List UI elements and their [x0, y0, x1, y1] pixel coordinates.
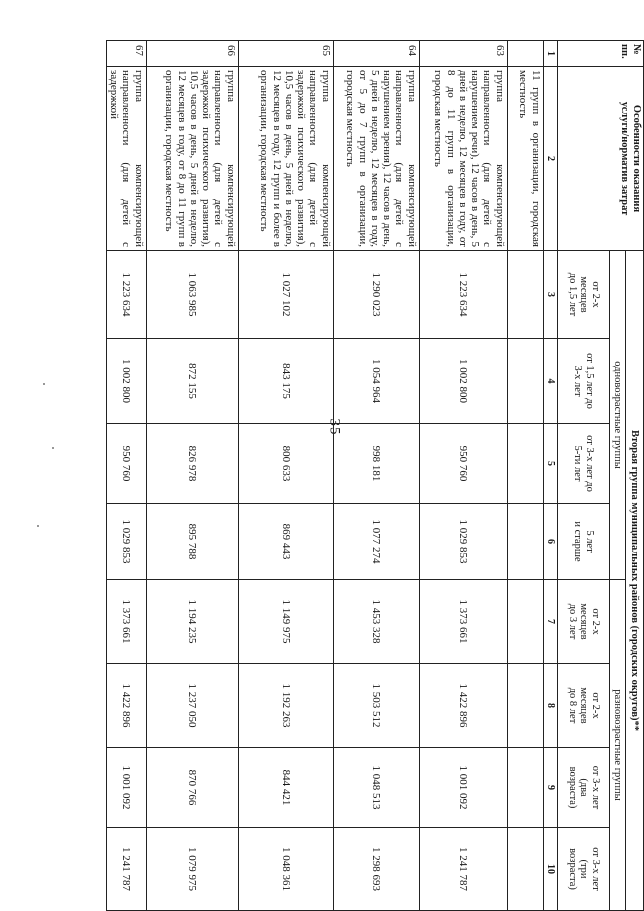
- row-value: 826 978: [146, 424, 238, 504]
- row-value: 1 149 975: [238, 580, 333, 664]
- row-number: 64: [333, 41, 419, 67]
- column-number: 10: [543, 828, 557, 911]
- scan-speck: [37, 525, 39, 527]
- column-number: 6: [543, 504, 557, 580]
- row-description: группа компенсирующей направленности (для детей с задержкой психического развития), 10,5 часов в день, 5 дней в неделю, 12 месяцев в году, от 8 до 11 групп в организации, городская местность: [146, 67, 238, 251]
- row-value: [507, 828, 543, 911]
- column-number: 7: [543, 580, 557, 664]
- row-value: 1 223 634: [106, 251, 146, 339]
- row-value: 1 029 853: [106, 504, 146, 580]
- header-sub-col: от 2-х месяцев до 8 лет: [558, 664, 610, 748]
- row-value: 1 001 092: [419, 748, 507, 828]
- row-value: 1 223 634: [419, 251, 507, 339]
- column-number: 3: [543, 251, 557, 339]
- row-value: [507, 339, 543, 424]
- table-row: [333, 41, 419, 911]
- row-value: 1 298 693: [333, 828, 419, 911]
- row-value: 950 760: [106, 424, 146, 504]
- row-value: 1 241 787: [419, 828, 507, 911]
- header-col-description: Особенности оказания услуги/норматив затрат: [558, 67, 644, 251]
- row-value: 1 422 896: [419, 664, 507, 748]
- row-number: 66: [146, 41, 238, 67]
- row-value: 1 194 235: [146, 580, 238, 664]
- header-sub-col: от 2-х месяцев до 3 лет: [558, 580, 610, 664]
- page-number: 35: [326, 418, 343, 436]
- row-number: 65: [238, 41, 333, 67]
- row-value: [507, 504, 543, 580]
- column-number: 5: [543, 424, 557, 504]
- header-sub-col: от 3-х лет (три возраста): [558, 828, 610, 911]
- row-description: группа компенсирующей направленности (для детей с нарушением зрения), 12 часов в день, 5 дней в неделю, 12 месяцев в году, от 5 до 7 групп в организации, городская местность: [333, 67, 419, 251]
- row-description: группа компенсирующей направленности (для детей с нарушением речи), 12 часов в день, 5 дней в неделю, 12 месяцев в году, от 8 до 11 групп в организации, городская местность: [419, 67, 507, 251]
- row-value: 1 290 023: [333, 251, 419, 339]
- row-value: [507, 748, 543, 828]
- header-mixed-age-groups: разновозрастные группы: [610, 580, 626, 911]
- row-value: 950 760: [419, 424, 507, 504]
- row-value: 1 192 263: [238, 664, 333, 748]
- column-number: 4: [543, 339, 557, 424]
- cost-norms-table: [106, 40, 644, 911]
- table-row: [238, 41, 333, 911]
- row-number: [507, 41, 543, 67]
- header-sub-col: 5 лет и старше: [558, 504, 610, 580]
- row-value: 1 453 328: [333, 580, 419, 664]
- row-description: 11 групп в организации, городская местность: [507, 67, 543, 251]
- row-description: группа компенсирующей направленности (для детей с задержкой психического развития), 10,5 часов в день, 5 дней в неделю, 12 месяцев в году, 12 групп и более в организации, городская местность: [238, 67, 333, 251]
- table-row: [146, 41, 238, 911]
- row-value: 1 048 361: [238, 828, 333, 911]
- row-value: 1 063 985: [146, 251, 238, 339]
- table-row: [106, 41, 146, 911]
- row-value: [507, 664, 543, 748]
- header-sub-col: от 1,5 лет до 3-х лет: [558, 339, 610, 424]
- header-same-age-groups: одновозрастные группы: [610, 251, 626, 580]
- row-value: 870 766: [146, 748, 238, 828]
- table-row: [419, 41, 507, 911]
- column-number: 9: [543, 748, 557, 828]
- row-value: 895 788: [146, 504, 238, 580]
- header-sub-col: от 3-х лет до 5-ти лет: [558, 424, 610, 504]
- row-value: 872 155: [146, 339, 238, 424]
- row-value: 1 079 975: [146, 828, 238, 911]
- row-value: 1 373 661: [106, 580, 146, 664]
- row-value: 1 054 964: [333, 339, 419, 424]
- row-value: 844 421: [238, 748, 333, 828]
- column-number: 2: [543, 67, 557, 251]
- row-value: 1 027 102: [238, 251, 333, 339]
- row-value: 1 237 050: [146, 664, 238, 748]
- row-value: 1 077 274: [333, 504, 419, 580]
- row-value: 843 175: [238, 339, 333, 424]
- row-number: 63: [419, 41, 507, 67]
- row-value: 1 503 512: [333, 664, 419, 748]
- row-value: 869 443: [238, 504, 333, 580]
- row-description: группа компенсирующей направленности (для детей с задержкой: [106, 67, 146, 251]
- row-value: [507, 251, 543, 339]
- row-value: 1 048 513: [333, 748, 419, 828]
- row-value: [507, 424, 543, 504]
- row-value: 1 002 800: [419, 339, 507, 424]
- row-value: 800 633: [238, 424, 333, 504]
- header-group-title: Вторая группа муниципальных районов (городских округов)**: [626, 251, 644, 911]
- column-number: 8: [543, 664, 557, 748]
- row-value: 1 373 661: [419, 580, 507, 664]
- header-col-number: № пп.: [558, 41, 644, 67]
- row-number: 67: [106, 41, 146, 67]
- table-row: [507, 41, 543, 911]
- header-sub-col: от 3-х лет (два возраста): [558, 748, 610, 828]
- row-value: 1 029 853: [419, 504, 507, 580]
- scan-speck: [52, 447, 54, 449]
- row-value: 1 002 800: [106, 339, 146, 424]
- row-value: 998 181: [333, 424, 419, 504]
- row-value: 1 422 896: [106, 664, 146, 748]
- row-value: [507, 580, 543, 664]
- row-value: 1 241 787: [106, 828, 146, 911]
- cost-norms-table-wrapper: [108, 40, 644, 910]
- row-value: 1 001 092: [106, 748, 146, 828]
- column-number: 1: [543, 41, 557, 67]
- header-sub-col: от 2-х месяцев до 1,5 лет: [558, 251, 610, 339]
- scan-speck: [43, 383, 45, 385]
